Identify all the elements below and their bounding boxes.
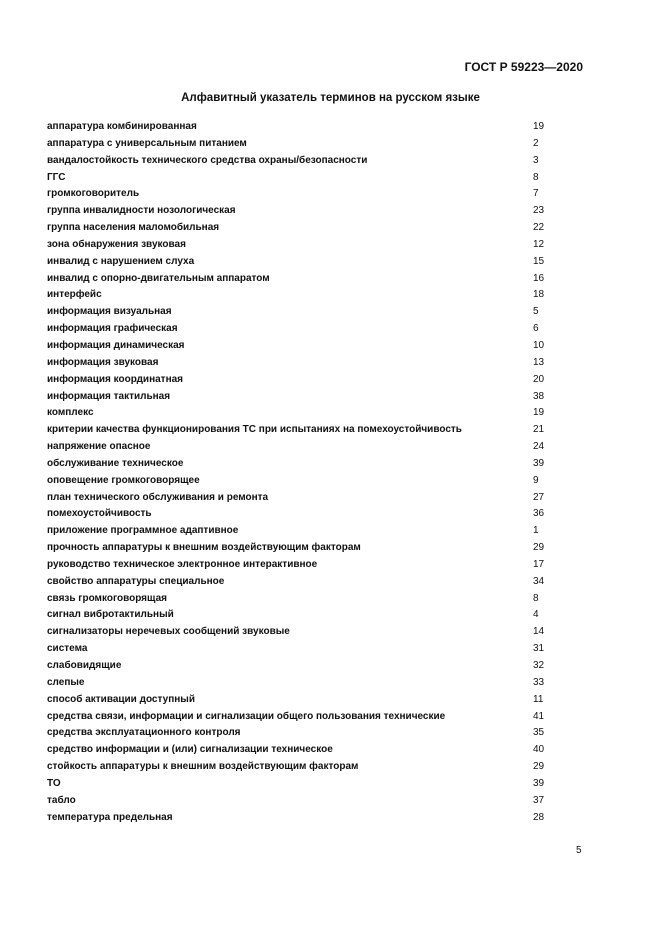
index-term-number: 21: [533, 424, 545, 436]
index-term-number: 16: [533, 272, 545, 284]
index-term: помехоустойчивость: [47, 508, 152, 520]
index-term: оповещение громкоговорящее: [47, 474, 200, 486]
index-term: температура предельная: [47, 811, 173, 823]
index-term-number: 27: [533, 491, 545, 503]
index-term-number: 6: [533, 323, 539, 335]
index-term-number: 11: [533, 693, 544, 705]
index-row: [47, 641, 547, 658]
index-row: [47, 776, 547, 793]
index-term: информация динамическая: [47, 339, 185, 351]
index-term-number: 29: [533, 542, 545, 554]
index-term: громкоговоритель: [47, 188, 140, 200]
index-row: [47, 607, 547, 624]
index-row: [47, 153, 547, 170]
index-term: инвалид с опорно-двигательным аппаратом: [47, 272, 270, 284]
index-row: [47, 709, 547, 726]
term-index-list: [47, 119, 547, 826]
index-row: [47, 456, 547, 473]
index-row: [47, 540, 547, 557]
index-term: прочность аппаратуры к внешним воздействующим факторам: [47, 542, 361, 554]
index-term-number: 2: [533, 137, 539, 149]
index-row: [47, 725, 547, 742]
index-term-number: 34: [533, 575, 545, 587]
index-term-number: 17: [533, 558, 545, 570]
index-row: [47, 574, 547, 591]
index-row: [47, 237, 547, 254]
index-row: [47, 793, 547, 810]
index-row: [47, 203, 547, 220]
index-term-number: 38: [533, 390, 545, 402]
index-term: аппаратура комбинированная: [47, 121, 197, 132]
index-term: вандалостойкость технического средства охраны/безопасности: [47, 154, 368, 166]
index-term: план технического обслуживания и ремонта: [47, 491, 269, 503]
index-row: [47, 624, 547, 641]
index-row: [47, 321, 547, 338]
index-term: способ активации доступный: [47, 693, 195, 705]
index-term-number: 39: [533, 777, 545, 789]
index-term-number: 33: [533, 676, 545, 688]
index-term: сигнализаторы неречевых сообщений звуковые: [47, 626, 290, 638]
index-term: информация визуальная: [47, 306, 172, 318]
index-term-number: 5: [533, 306, 539, 318]
index-term: группа инвалидности нозологическая: [47, 205, 236, 217]
index-term: критерии качества функционирования ТС при испытаниях на помехоустойчивость: [47, 424, 462, 436]
index-row: [47, 557, 547, 574]
index-row: [47, 405, 547, 422]
index-term-number: 14: [533, 626, 545, 638]
index-term: средства связи, информации и сигнализации общего пользования технические: [47, 710, 446, 722]
index-term-number: 31: [533, 643, 545, 655]
index-term-number: 8: [533, 171, 539, 183]
index-term: зона обнаружения звуковая: [47, 238, 186, 250]
index-row: [47, 591, 547, 608]
index-row: [47, 506, 547, 523]
index-term-number: 8: [533, 592, 539, 604]
index-row: [47, 742, 547, 759]
index-row: [47, 220, 547, 237]
index-term: информация координатная: [47, 373, 184, 385]
index-row: [47, 389, 547, 406]
index-row: [47, 372, 547, 389]
index-term: интерфейс: [47, 289, 102, 301]
index-row: [47, 810, 547, 827]
index-row: [47, 287, 547, 304]
index-term: руководство техническое электронное интерактивное: [47, 558, 318, 570]
index-term-number: 35: [533, 727, 545, 739]
index-term: ТО: [47, 777, 61, 789]
index-term: связь громкоговорящая: [47, 592, 167, 604]
index-row: [47, 759, 547, 776]
index-term: напряжение опасное: [47, 441, 151, 453]
index-term-number: 12: [533, 238, 545, 250]
index-term: информация графическая: [47, 323, 178, 335]
index-term-number: 24: [533, 441, 545, 453]
index-row: [47, 186, 547, 203]
index-row: [47, 170, 547, 187]
index-term: комплекс: [47, 407, 94, 419]
index-term: сигнал вибротактильный: [47, 609, 174, 621]
index-row: [47, 254, 547, 271]
index-row: [47, 119, 547, 136]
index-term: слепые: [47, 676, 85, 688]
index-row: [47, 658, 547, 675]
index-term-number: 15: [533, 255, 545, 267]
index-row: [47, 355, 547, 372]
index-title: Алфавитный указатель терминов на русском языке: [181, 92, 480, 104]
index-term-number: 4: [533, 609, 539, 621]
index-term: ГГС: [47, 171, 66, 183]
index-row: [47, 523, 547, 540]
index-row: [47, 271, 547, 288]
index-row: [47, 473, 547, 490]
index-term-number: 36: [533, 508, 545, 520]
index-row: [47, 439, 547, 456]
index-term: табло: [47, 794, 76, 806]
index-term-number: 32: [533, 660, 545, 671]
index-term: инвалид с нарушением слуха: [47, 255, 195, 267]
index-term: свойство аппаратуры специальное: [47, 575, 225, 587]
page-number: 5: [576, 845, 582, 856]
index-term-number: 28: [533, 811, 545, 823]
index-term: информация тактильная: [47, 390, 171, 402]
index-term: стойкость аппаратуры к внешним воздействующим факторам: [47, 761, 359, 773]
index-term-number: 10: [533, 339, 545, 351]
index-term-number: 19: [533, 407, 545, 419]
index-term: обслуживание техническое: [47, 457, 184, 469]
index-term: группа населения маломобильная: [47, 222, 220, 234]
index-row: [47, 304, 547, 321]
index-term: аппаратура с универсальным питанием: [47, 137, 247, 149]
index-row: [47, 422, 547, 439]
index-term-number: 22: [533, 222, 545, 234]
index-term-number: 18: [533, 289, 545, 301]
index-term-number: 37: [533, 794, 545, 806]
index-row: [47, 136, 547, 153]
index-term: система: [47, 643, 88, 655]
index-term-number: 3: [533, 154, 539, 166]
index-term-number: 19: [533, 121, 545, 132]
index-term: слабовидящие: [47, 660, 122, 671]
index-term-number: 7: [533, 188, 539, 200]
index-term: информация звуковая: [47, 356, 159, 368]
index-term-number: 13: [533, 356, 545, 368]
index-row: [47, 675, 547, 692]
index-term-number: 9: [533, 474, 539, 486]
index-term: средства эксплуатационного контроля: [47, 727, 241, 739]
index-row: [47, 692, 547, 709]
index-term-number: 39: [533, 457, 545, 469]
index-term-number: 40: [533, 744, 545, 756]
index-row: [47, 490, 547, 507]
index-term: приложение программное адаптивное: [47, 525, 239, 537]
index-term-number: 1: [533, 525, 539, 537]
index-term-number: 41: [533, 710, 545, 722]
document-header-standard: ГОСТ Р 59223—2020: [464, 60, 583, 74]
index-term-number: 23: [533, 205, 545, 217]
index-term: средство информации и (или) сигнализации техническое: [47, 744, 333, 756]
index-term-number: 29: [533, 761, 545, 773]
index-row: [47, 338, 547, 355]
index-term-number: 20: [533, 373, 545, 385]
